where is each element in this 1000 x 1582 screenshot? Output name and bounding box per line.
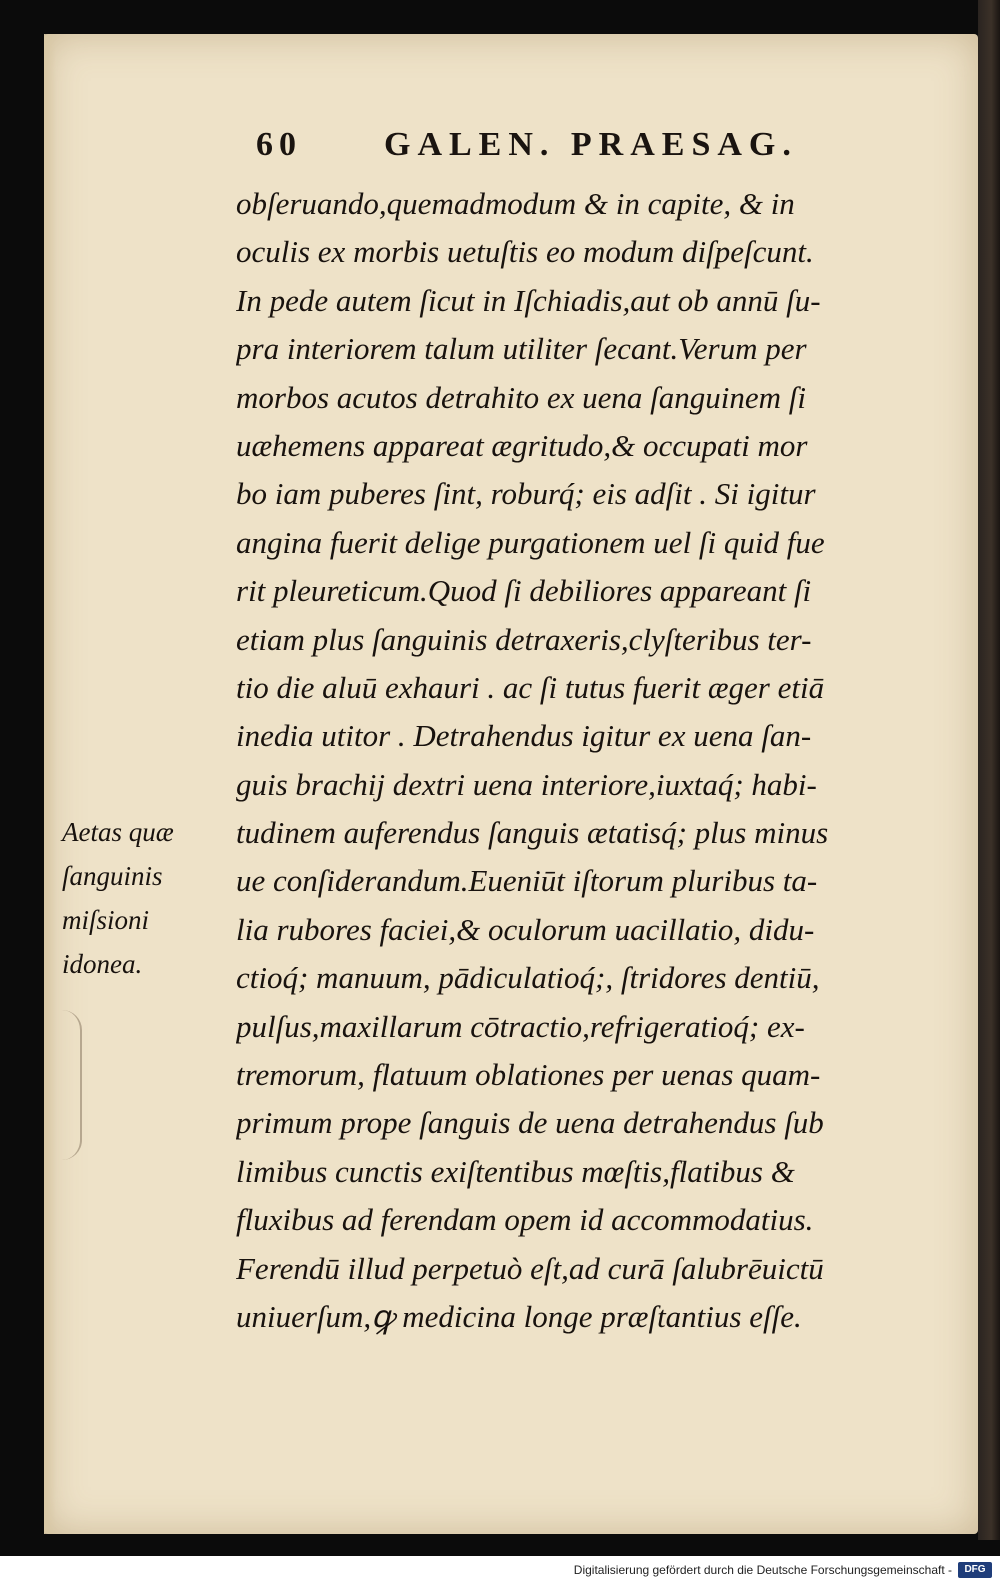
page-header (256, 126, 856, 176)
folio-number: 60 (256, 126, 302, 163)
running-title: GALEN. PRAESAG. (384, 126, 798, 163)
text-line: Ferendū illud perpetuò eſt,ad curā ſalubrēuictū (236, 1250, 824, 1286)
main-text-block (236, 180, 912, 1341)
marginal-note-line: idonea. (62, 949, 143, 979)
text-line: pra interiorem talum utiliter ſecant.Verum per (236, 331, 807, 367)
text-line: guis brachij dextri uena interiore,iuxtaq́; habi- (236, 766, 817, 802)
marginal-note-line: ſanguinis (62, 861, 163, 891)
text-line: morbos acutos detrahito ex uena ſanguinem ſi (236, 379, 806, 415)
text-line: uniuerſum,ꝙ medicina longe præſtantius eſſe. (236, 1298, 802, 1334)
book-binding-edge (978, 0, 1000, 1540)
text-line: oculis ex morbis uetuſtis eo modum diſpeſcunt. (236, 234, 814, 270)
text-line: rit pleureticum.Quod ſi debiliores appareant ſi (236, 573, 812, 609)
dfg-logo-icon: DFG (958, 1562, 992, 1578)
text-line: bo iam puberes ſint, roburq́; eis adſit . Si igitur (236, 476, 816, 512)
text-line: primum prope ſanguis de uena detrahendus ſub (236, 1105, 824, 1141)
text-line: ue conſiderandum.Eueniūt iſtorum pluribus ta- (236, 863, 818, 899)
text-line: etiam plus ſanguinis detraxeris,clyſteribus ter- (236, 621, 812, 657)
text-line: tremorum, flatuum oblationes per uenas quam- (236, 1057, 821, 1093)
text-line: obſeruando,quemadmodum & in capite, & in (236, 186, 795, 221)
text-line: uæhemens appareat ægritudo,& occupati mor (236, 427, 808, 463)
text-line: lia rubores faciei,& oculorum uacillatio, didu- (236, 911, 815, 947)
margin-bracket-mark (50, 1010, 82, 1160)
marginal-note-line: Aetas quæ (62, 817, 174, 847)
funding-note: Digitalisierung gefördert durch die Deutsche Forschungsgemeinschaft - (573, 1563, 952, 1577)
text-line: fluxibus ad ferendam opem id accommodatius. (236, 1202, 814, 1238)
text-line: tudinem auferendus ſanguis ætatisq́; plus minus (236, 815, 829, 851)
text-line: tio die aluū exhauri . ac ſi tutus fuerit æger etiā (236, 669, 825, 705)
text-line: limibus cunctis exiſtentibus mœſtis,flatibus & (236, 1153, 795, 1189)
text-line: ctioq́; manuum, pādiculatioq́;, ſtridores dentiū, (236, 960, 820, 996)
text-line: In pede autem ſicut in Iſchiadis,aut ob annū ſu- (236, 282, 821, 318)
text-line: angina fuerit delige purgationem uel ſi quid fue (236, 524, 825, 560)
text-line: inedia utitor . Detrahendus igitur ex uena ſan- (236, 718, 812, 754)
marginal-note-line: miſsioni (62, 905, 150, 935)
footer-bar (0, 1556, 1000, 1582)
marginal-note (62, 810, 202, 986)
text-line: pulſus,maxillarum cōtractio,refrigeratioq́; ex- (236, 1008, 805, 1044)
